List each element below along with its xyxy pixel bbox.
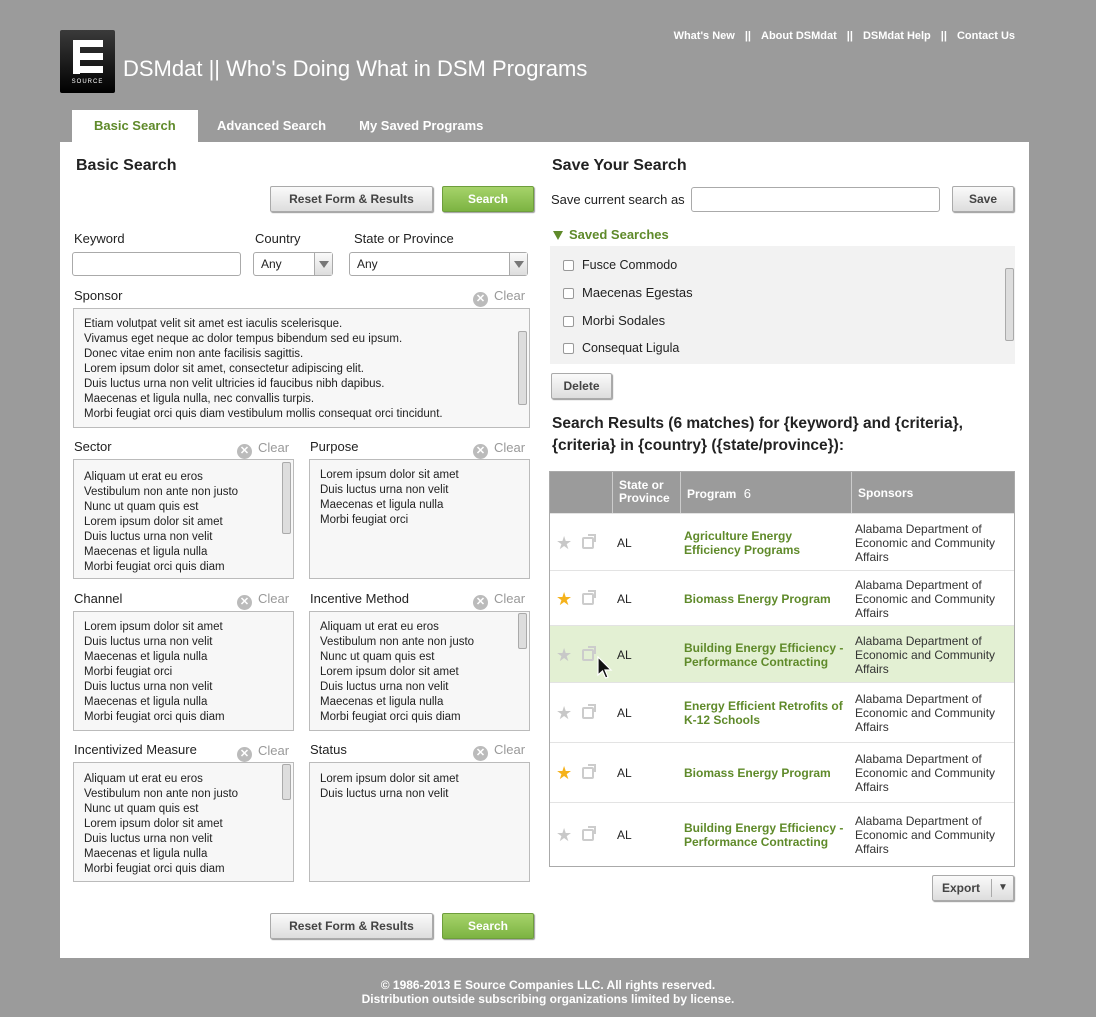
tab-advanced-search[interactable]: Advanced Search: [217, 118, 327, 133]
external-link-icon[interactable]: [582, 767, 594, 779]
clear-label: Clear: [494, 742, 526, 757]
saved-search-label: Fusce Commodo: [582, 258, 678, 272]
incentivized-measure-list[interactable]: [73, 762, 294, 882]
clear-icon: ✕: [473, 292, 488, 307]
list-item[interactable]: Donec vitae enim non ante facilisis sagittis.: [84, 348, 304, 360]
state-cell: AL: [617, 766, 632, 780]
table-row[interactable]: [550, 682, 1014, 742]
cursor-icon: [597, 656, 613, 680]
list-item[interactable]: Lorem ipsum dolor sit amet: [320, 469, 459, 481]
delete-button[interactable]: Delete: [551, 373, 612, 399]
nav-contact[interactable]: Contact Us: [956, 30, 1015, 42]
program-link[interactable]: Building Energy Efficiency - Performance Contracting: [684, 640, 844, 669]
star-icon[interactable]: ★: [556, 763, 573, 783]
channel-list[interactable]: [73, 611, 294, 731]
list-item[interactable]: Duis luctus urna non velit: [320, 681, 449, 693]
table-row[interactable]: [550, 742, 1014, 802]
list-item[interactable]: Nunc ut quam quis est: [84, 803, 199, 815]
channel-clear[interactable]: [237, 591, 289, 610]
sponsor-cell: Alabama Department of Economic and Community Affairs: [855, 521, 996, 564]
keyword-label: Keyword: [74, 231, 125, 246]
sponsor-cell: Alabama Department of Economic and Community Affairs: [855, 692, 996, 734]
app-title: DSMdat || Who's Doing What in DSM Programs: [123, 56, 588, 81]
clear-label: Clear: [494, 288, 526, 303]
saved-search-label: Consequat Ligula: [582, 341, 680, 355]
tab-basic-search[interactable]: Basic Search: [72, 110, 198, 142]
external-link-icon[interactable]: [582, 649, 594, 661]
list-item[interactable]: Lorem ipsum dolor sit amet: [320, 773, 459, 785]
basic-search-heading: Basic Search: [76, 157, 177, 174]
saved-searches-toggle[interactable]: [553, 227, 669, 242]
list-item[interactable]: Aliquam ut erat eu eros: [320, 621, 439, 633]
status-clear[interactable]: [473, 742, 525, 761]
program-link[interactable]: Agriculture Energy Efficiency Programs: [684, 528, 801, 557]
clear-icon: ✕: [237, 444, 252, 459]
incentive-method-list[interactable]: [309, 611, 530, 731]
external-link-icon[interactable]: [582, 829, 594, 841]
state-cell: AL: [617, 647, 632, 662]
save-button[interactable]: Save: [952, 186, 1014, 212]
list-item[interactable]: Lorem ipsum dolor sit amet: [84, 516, 223, 528]
list-item[interactable]: Morbi feugiat orci quis diam: [84, 561, 225, 573]
list-item[interactable]: Maecenas et ligula nulla: [320, 499, 444, 511]
list-item[interactable]: Duis luctus urna non velit: [84, 636, 213, 648]
save-as-input[interactable]: [691, 187, 940, 212]
saved-search-label: Morbi Sodales: [582, 313, 666, 328]
purpose-label: Purpose: [310, 439, 359, 454]
list-item[interactable]: Duis luctus urna non velit: [84, 681, 213, 693]
program-header-label: Program: [687, 487, 737, 501]
star-icon[interactable]: ★: [556, 703, 573, 723]
nav-about[interactable]: About DSMdat: [761, 30, 837, 42]
sponsor-clear[interactable]: [473, 288, 525, 307]
saved-search-checkbox[interactable]: [563, 288, 574, 299]
results-heading: Search Results (6 matches) for {keyword} and {criteria}, {criteria} in {country} ({state/province}):: [552, 415, 963, 454]
tab-my-saved-programs[interactable]: My Saved Programs: [359, 118, 484, 133]
sponsor-label: Sponsor: [74, 288, 123, 303]
saved-searches-scrollbar[interactable]: [1005, 268, 1014, 341]
dropdown-arrow-icon: [509, 253, 527, 275]
list-item[interactable]: Morbi feugiat orci quis diam: [84, 711, 225, 723]
clear-label: Clear: [258, 591, 290, 606]
column-header-program[interactable]: [681, 472, 852, 513]
saved-searches-list: [550, 246, 1015, 364]
program-link[interactable]: Energy Efficient Retrofits of K-12 Schools: [684, 699, 843, 727]
nav-separator: ||: [846, 30, 853, 42]
list-item[interactable]: Duis luctus urna non velit: [84, 531, 213, 543]
save-as-label: Save current search as: [551, 192, 685, 207]
state-cell: AL: [617, 706, 632, 720]
state-cell: AL: [617, 591, 632, 606]
table-row[interactable]: [550, 513, 1014, 570]
list-item[interactable]: Etiam volutpat velit sit amet est iaculis scelerisque.: [84, 318, 343, 330]
state-cell: AL: [617, 535, 632, 550]
column-header-sponsors[interactable]: Sponsors: [858, 486, 914, 500]
nav-separator: ||: [744, 30, 752, 42]
reset-button-bottom[interactable]: Reset Form & Results: [270, 913, 433, 939]
state-value: Any: [357, 257, 378, 271]
state-select[interactable]: [349, 252, 528, 276]
footer-copyright: © 1986-2013 E Source Companies LLC. All rights reserved.: [380, 978, 716, 992]
clear-label: Clear: [494, 440, 526, 455]
table-row[interactable]: [550, 570, 1014, 625]
incentive-method-label: Incentive Method: [310, 591, 410, 606]
top-nav: [674, 30, 1015, 42]
list-item[interactable]: Lorem ipsum dolor sit amet: [84, 818, 223, 830]
incentive-method-scrollbar[interactable]: [518, 613, 527, 649]
nav-help[interactable]: DSMdat Help: [862, 30, 931, 42]
dropdown-arrow-icon: ▼: [998, 882, 1008, 893]
save-search-heading: Save Your Search: [552, 157, 687, 174]
clear-icon: ✕: [473, 595, 488, 610]
list-item[interactable]: Maecenas et ligula nulla: [320, 696, 444, 708]
list-item[interactable]: Morbi feugiat orci: [320, 514, 409, 526]
list-item[interactable]: Lorem ipsum dolor sit amet: [320, 666, 459, 678]
list-item[interactable]: Maecenas et ligula nulla: [84, 696, 208, 708]
clear-label: Clear: [494, 591, 526, 606]
country-label: Country: [255, 231, 301, 246]
star-icon[interactable]: ★: [556, 532, 573, 553]
sponsor-cell: Alabama Department of Economic and Community Affairs: [855, 577, 996, 620]
state-label: State or Province: [354, 231, 454, 246]
list-item[interactable]: Duis luctus urna non velit: [320, 484, 449, 496]
clear-icon: ✕: [237, 747, 252, 762]
triangle-down-icon: [553, 231, 563, 240]
sponsor-scrollbar[interactable]: [518, 331, 527, 405]
results-table: [549, 471, 1015, 867]
external-link-icon[interactable]: [582, 537, 594, 549]
state-cell: AL: [617, 827, 632, 842]
column-header-state[interactable]: State or Province: [613, 472, 681, 513]
table-row[interactable]: [550, 802, 1014, 865]
main-tabs: [72, 110, 499, 142]
list-item[interactable]: Maecenas et ligula nulla: [84, 848, 208, 860]
sponsor-cell: Alabama Department of Economic and Community Affairs: [855, 813, 996, 856]
list-item[interactable]: Morbi feugiat orci quis diam: [84, 863, 225, 875]
saved-searches-heading: Saved Searches: [569, 227, 669, 242]
saved-search-checkbox[interactable]: [563, 260, 574, 271]
country-select[interactable]: [253, 252, 333, 276]
list-item[interactable]: Nunc ut quam quis est: [84, 501, 199, 513]
sponsor-cell: Alabama Department of Economic and Community Affairs: [855, 752, 996, 794]
footer-distribution: Distribution outside subscribing organizations limited by license.: [361, 992, 735, 1006]
incentivized-measure-scrollbar[interactable]: [282, 764, 291, 800]
clear-label: Clear: [258, 440, 290, 455]
status-list[interactable]: [309, 762, 530, 882]
search-button-top[interactable]: Search: [442, 186, 534, 212]
list-item[interactable]: Duis luctus urna non velit: [84, 833, 213, 845]
nav-separator: ||: [940, 30, 947, 42]
list-item[interactable]: Aliquam ut erat eu eros: [84, 471, 203, 483]
country-value: Any: [261, 257, 282, 271]
footer: [0, 978, 1096, 1006]
external-link-icon[interactable]: [582, 593, 594, 605]
list-item[interactable]: Lorem ipsum dolor sit amet: [84, 621, 223, 633]
list-item[interactable]: Maecenas et ligula nulla, nec convallis turpis.: [84, 393, 315, 405]
purpose-list[interactable]: [309, 459, 530, 579]
table-header: [550, 472, 1014, 513]
sector-scrollbar[interactable]: [282, 462, 291, 534]
list-item[interactable]: Vestibulum non ante non justo: [84, 788, 239, 800]
esource-logo[interactable]: [60, 30, 115, 93]
purpose-clear[interactable]: [473, 440, 525, 459]
star-icon[interactable]: ★: [556, 824, 573, 845]
star-icon[interactable]: ★: [556, 644, 573, 665]
incentivized-measure-label: Incentivized Measure: [74, 742, 197, 757]
incentive-method-clear[interactable]: [473, 591, 525, 610]
program-link[interactable]: Biomass Energy Program: [684, 591, 831, 606]
list-item[interactable]: Morbi feugiat orci quis diam vestibulum mollis consequat orci tincidunt.: [84, 408, 443, 420]
channel-label: Channel: [74, 591, 123, 606]
program-link[interactable]: Building Energy Efficiency - Performance Contracting: [684, 820, 844, 849]
export-button[interactable]: [932, 875, 1014, 901]
clear-label: Clear: [258, 743, 290, 758]
list-item[interactable]: Nunc ut quam quis est: [320, 651, 435, 663]
logo-text: SOURCE: [71, 79, 104, 85]
program-count: 6: [743, 486, 751, 501]
sponsor-cell: Alabama Department of Economic and Community Affairs: [855, 633, 996, 676]
saved-search-checkbox[interactable]: [563, 343, 574, 354]
star-icon[interactable]: ★: [556, 588, 573, 609]
list-item[interactable]: Duis luctus urna non velit: [320, 788, 449, 800]
dropdown-arrow-icon: [314, 253, 332, 275]
sector-label: Sector: [74, 439, 112, 454]
nav-whats-new[interactable]: What's New: [673, 30, 735, 42]
table-row[interactable]: [550, 625, 1014, 682]
external-link-icon[interactable]: [582, 707, 594, 719]
status-label: Status: [310, 742, 347, 757]
list-item[interactable]: Maecenas et ligula nulla: [84, 651, 208, 663]
list-item[interactable]: Morbi feugiat orci: [84, 666, 173, 678]
list-item[interactable]: Duis luctus urna non velit ultricies id faucibus nibh dapibus.: [84, 378, 385, 390]
reset-button-top[interactable]: Reset Form & Results: [270, 186, 433, 212]
sector-clear[interactable]: [237, 440, 289, 459]
list-item[interactable]: Vestibulum non ante non justo: [320, 636, 475, 648]
clear-icon: ✕: [237, 595, 252, 610]
saved-search-label: Maecenas Egestas: [582, 285, 693, 300]
list-item[interactable]: Morbi feugiat orci quis diam: [320, 711, 461, 723]
clear-icon: ✕: [473, 444, 488, 459]
list-item[interactable]: Lorem ipsum dolor sit amet, consectetur adipiscing elit.: [84, 363, 364, 375]
clear-icon: ✕: [473, 746, 488, 761]
list-item[interactable]: Vestibulum non ante non justo: [84, 486, 239, 498]
program-link[interactable]: Biomass Energy Program: [684, 766, 831, 780]
keyword-input[interactable]: [72, 252, 241, 276]
search-button-bottom[interactable]: Search: [442, 913, 534, 939]
export-label: Export: [942, 881, 981, 895]
incentivized-measure-clear[interactable]: [237, 743, 289, 762]
sponsor-list[interactable]: [73, 308, 530, 428]
list-item[interactable]: Aliquam ut erat eu eros: [84, 773, 203, 785]
list-item[interactable]: Maecenas et ligula nulla: [84, 546, 208, 558]
list-item[interactable]: Vivamus eget neque ac dolor tempus bibendum sed eu ipsum.: [84, 333, 403, 345]
sector-list[interactable]: [73, 459, 294, 579]
saved-search-checkbox[interactable]: [563, 316, 574, 327]
